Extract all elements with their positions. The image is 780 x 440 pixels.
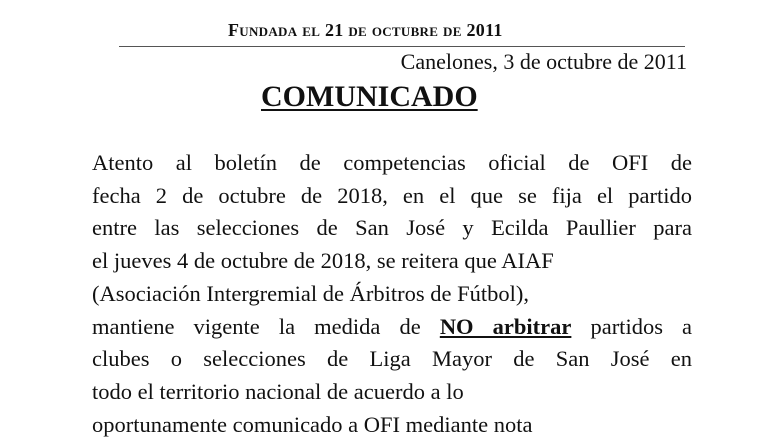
communique-body <box>92 147 692 440</box>
page-title: COMUNICADO <box>261 80 478 113</box>
header-divider <box>119 46 685 47</box>
founded-header: Fundada el 21 de octubre de 2011 <box>228 20 503 40</box>
body-line: todo el territorio nacional de acuerdo a lo <box>92 378 464 404</box>
place-date: Canelones, 3 de octubre de 2011 <box>400 49 687 74</box>
body-line: fecha 2 de octubre de 2018, en el que se fija el partido <box>92 182 692 208</box>
emphasis-no-arbitrar: NO arbitrar <box>439 313 572 339</box>
body-line: clubes o selecciones de Liga Mayor de San José en <box>92 346 692 372</box>
body-text-segment: mantiene vigente la medida de <box>92 313 440 339</box>
body-text-segment: partidos a <box>571 313 693 339</box>
body-line: (Asociación Intergremial de Árbitros de Fútbol), <box>92 280 529 306</box>
body-line: Atento al boletín de competencias oficial de OFI de <box>92 150 692 175</box>
body-line: entre las selecciones de San José y Ecilda Paullier para <box>92 215 692 241</box>
body-line <box>92 311 692 344</box>
body-line: oportunamente comunicado a OFI mediante nota <box>92 411 533 437</box>
body-line: el jueves 4 de octubre de 2018, se reitera que AIAF <box>92 248 554 274</box>
